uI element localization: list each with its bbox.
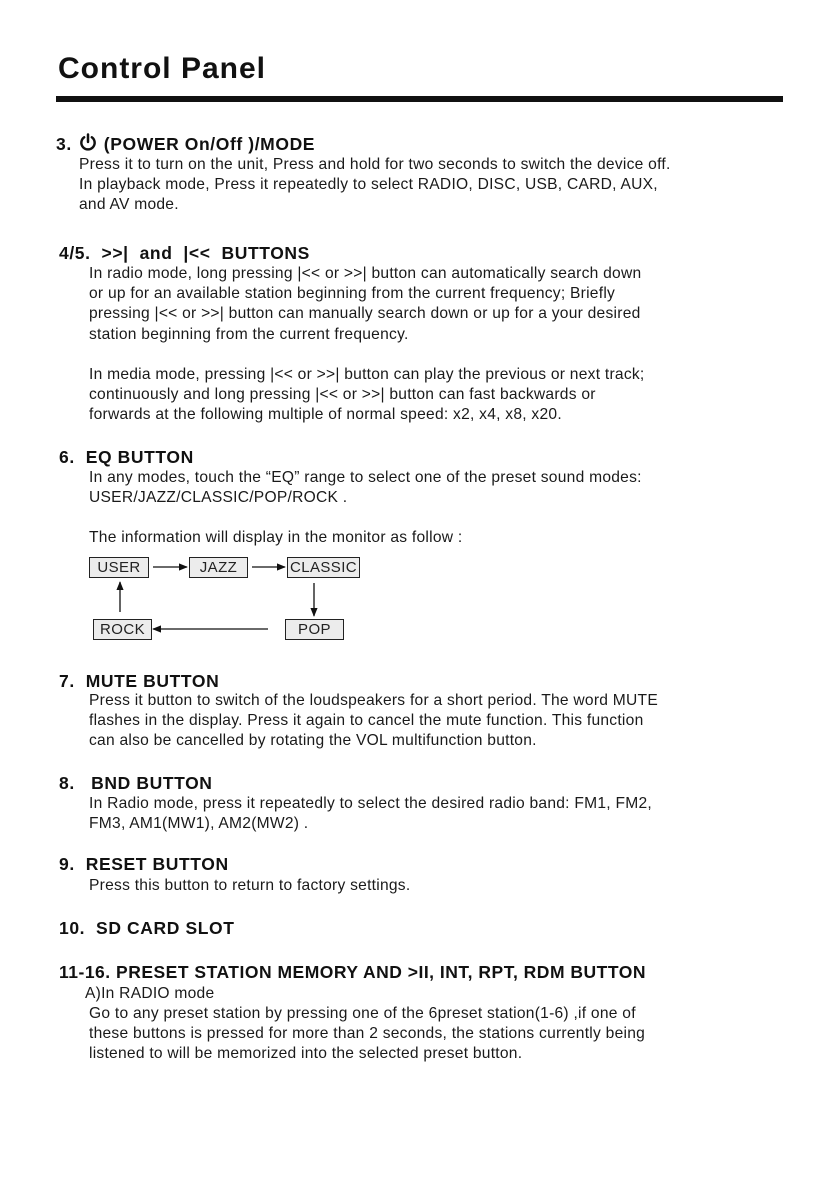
section-skip-line-1: In radio mode, long pressing |<< or >>| button can automatically search down <box>89 265 642 282</box>
section-power-number: 3. <box>56 134 72 154</box>
eq-mode-rock: ROCK <box>93 619 152 640</box>
section-skip-line-7: forwards at the following multiple of normal speed: x2, x4, x8, x20. <box>89 406 562 424</box>
section-mute-heading: 7. MUTE BUTTON <box>59 671 220 691</box>
section-skip-heading: 4/5. >>| and |<< BUTTONS <box>59 243 310 263</box>
eq-mode-classic: CLASSIC <box>287 557 360 578</box>
section-eq-heading: 6. EQ BUTTON <box>59 447 194 467</box>
section-reset-heading: 9. RESET BUTTON <box>59 854 229 874</box>
section-eq-line-1: In any modes, touch the “EQ” range to select one of the preset sound modes: <box>89 469 642 486</box>
section-preset-text <box>89 1004 645 1065</box>
section-bnd-heading: 8. BND BUTTON <box>59 773 213 793</box>
section-eq-line-3: The information will display in the monitor as follow : <box>89 529 463 546</box>
section-power-line-1: Press it to turn on the unit, Press and hold for two seconds to switch the device off. <box>79 156 671 173</box>
section-mute-line-2: flashes in the display. Press it again to cancel the mute function. This function <box>89 712 644 730</box>
section-bnd-text <box>89 794 652 834</box>
section-preset-subtitle <box>85 984 214 1004</box>
section-bnd-line-1: In Radio mode, press it repeatedly to select the desired radio band: FM1, FM2, <box>89 795 652 812</box>
eq-mode-pop: POP <box>285 619 344 640</box>
section-preset-subtitle-text: A)In RADIO mode <box>85 985 215 1002</box>
page-title: Control Panel <box>58 52 267 85</box>
section-skip-line-2: or up for an available station beginning from the current frequency; Briefly <box>89 285 616 303</box>
section-preset-line-1: Go to any preset station by pressing one of the 6preset station(1-6) ,if one of <box>89 1005 636 1022</box>
section-sd-heading: 10. SD CARD SLOT <box>59 918 235 938</box>
section-reset-line-1: Press this button to return to factory settings. <box>89 877 411 894</box>
section-power-line-2: In playback mode, Press it repeatedly to select RADIO, DISC, USB, CARD, AUX, <box>79 176 658 194</box>
section-eq-line-2: USER/JAZZ/CLASSIC/POP/ROCK . <box>89 489 348 507</box>
section-skip-line-5: In media mode, pressing |<< or >>| button can play the previous or next track; <box>89 366 645 383</box>
section-reset-text <box>89 876 410 896</box>
section-power-line-3: and AV mode. <box>79 196 179 214</box>
section-preset-line-2: these buttons is pressed for more than 2 seconds, the stations currently being <box>89 1025 646 1043</box>
eq-mode-user: USER <box>89 557 149 578</box>
section-skip-line-3: pressing |<< or >>| button can manually search down or up for a your desired <box>89 305 641 323</box>
section-mute-line-1: Press it button to switch of the loudspeakers for a short period. The word MUTE <box>89 692 658 709</box>
section-skip-line-4: station beginning from the current frequency. <box>89 325 409 343</box>
section-bnd-line-2: FM3, AM1(MW1), AM2(MW2) . <box>89 815 309 833</box>
section-preset-line-3: listened to will be memorized into the selected preset button. <box>89 1045 523 1063</box>
section-power-title: (POWER On/Off )/MODE <box>103 134 316 154</box>
section-skip-line-6: continuously and long pressing |<< or >>| button can fast backwards or <box>89 386 596 404</box>
section-preset-heading: 11-16. PRESET STATION MEMORY AND >II, INT, RPT, RDM BUTTON <box>59 962 646 982</box>
section-mute-line-3: can also be cancelled by rotating the VOL multifunction button. <box>89 732 537 750</box>
eq-mode-jazz: JAZZ <box>189 557 248 578</box>
section-mute-text <box>89 691 658 752</box>
